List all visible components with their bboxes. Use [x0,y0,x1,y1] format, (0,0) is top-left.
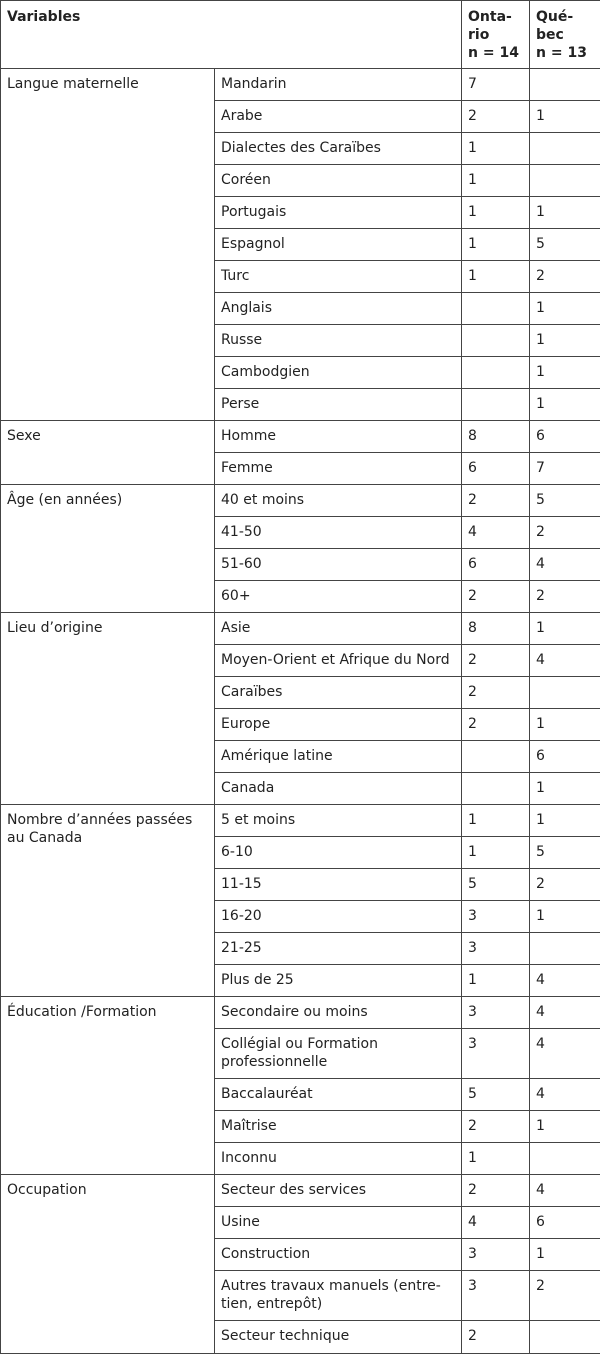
category-label: Usine [215,1207,462,1239]
header-quebec-n: n = 13 [536,45,587,61]
quebec-count: 4 [530,1079,600,1111]
quebec-count: 5 [530,229,600,261]
table-row [1,997,600,1029]
ontario-count [462,293,530,325]
ontario-count: 3 [462,1029,530,1079]
group-label: Âge (en années) [1,485,215,613]
quebec-count: 1 [530,805,600,837]
category-label: Femme [215,453,462,485]
header-ontario-line1: Onta- [468,9,512,25]
ontario-count: 5 [462,869,530,901]
quebec-count: 4 [530,645,600,677]
ontario-count: 1 [462,1143,530,1175]
table-row [1,1175,600,1207]
ontario-count: 3 [462,901,530,933]
category-label: 6-10 [215,837,462,869]
group-label: Nombre d’années passées au Canada [1,805,215,997]
table-row [1,613,600,645]
category-label: 40 et moins [215,485,462,517]
ontario-count: 1 [462,165,530,197]
header-quebec [530,1,600,69]
quebec-count: 1 [530,293,600,325]
quebec-count: 1 [530,709,600,741]
category-label: Moyen-Orient et Afrique du Nord [215,645,462,677]
quebec-count: 5 [530,485,600,517]
category-label: Perse [215,389,462,421]
quebec-count: 5 [530,837,600,869]
category-label: Portugais [215,197,462,229]
category-label: Espagnol [215,229,462,261]
quebec-count: 4 [530,1029,600,1079]
category-label: Arabe [215,101,462,133]
quebec-count: 2 [530,581,600,613]
category-label: Homme [215,421,462,453]
category-label: Construction [215,1239,462,1271]
quebec-count [530,677,600,709]
quebec-count: 1 [530,613,600,645]
header-quebec-line2: bec [536,27,564,43]
ontario-count: 2 [462,709,530,741]
category-label: Canada [215,773,462,805]
quebec-count: 6 [530,421,600,453]
group-label: Langue maternelle [1,69,215,421]
category-label: Cambodgien [215,357,462,389]
quebec-count: 1 [530,389,600,421]
quebec-count: 4 [530,965,600,997]
header-quebec-line1: Qué- [536,9,573,25]
category-label: Inconnu [215,1143,462,1175]
ontario-count: 5 [462,1079,530,1111]
ontario-count: 2 [462,645,530,677]
ontario-count: 8 [462,613,530,645]
ontario-count: 8 [462,421,530,453]
quebec-count: 1 [530,773,600,805]
ontario-count: 1 [462,965,530,997]
table-header-row [1,1,600,69]
ontario-count: 6 [462,453,530,485]
ontario-count: 2 [462,1321,530,1354]
table-row [1,421,600,453]
quebec-count: 7 [530,453,600,485]
table-row [1,805,600,837]
category-label: 60+ [215,581,462,613]
category-label: Maîtrise [215,1111,462,1143]
category-label: 51-60 [215,549,462,581]
table-row [1,69,600,101]
ontario-count: 2 [462,1175,530,1207]
ontario-count: 6 [462,549,530,581]
category-label: 5 et moins [215,805,462,837]
ontario-count: 4 [462,517,530,549]
ontario-count: 3 [462,997,530,1029]
quebec-count: 4 [530,1175,600,1207]
quebec-count [530,933,600,965]
quebec-count [530,1143,600,1175]
header-variables [1,1,462,69]
ontario-count: 3 [462,933,530,965]
quebec-count: 6 [530,741,600,773]
quebec-count: 1 [530,197,600,229]
quebec-count [530,1321,600,1354]
ontario-count [462,741,530,773]
quebec-count: 1 [530,357,600,389]
category-label: Mandarin [215,69,462,101]
quebec-count: 6 [530,1207,600,1239]
category-label: Europe [215,709,462,741]
quebec-count: 1 [530,901,600,933]
ontario-count [462,773,530,805]
ontario-count: 1 [462,837,530,869]
category-label: Amérique latine [215,741,462,773]
category-label: Baccalauréat [215,1079,462,1111]
ontario-count: 1 [462,261,530,293]
ontario-count: 2 [462,485,530,517]
quebec-count: 1 [530,325,600,357]
group-label: Éducation /Formation [1,997,215,1175]
category-label: Collégial ou Formation professionnelle [215,1029,462,1079]
ontario-count: 2 [462,1111,530,1143]
category-label: Secteur technique [215,1321,462,1354]
category-label: Plus de 25 [215,965,462,997]
header-variables-label: Variables [7,9,80,25]
ontario-count: 3 [462,1271,530,1321]
category-label: Caraïbes [215,677,462,709]
table-row [1,485,600,517]
ontario-count [462,389,530,421]
ontario-count: 1 [462,197,530,229]
quebec-count: 2 [530,261,600,293]
quebec-count: 2 [530,517,600,549]
ontario-count: 2 [462,677,530,709]
quebec-count: 1 [530,101,600,133]
header-ontario-line2: rio [468,27,489,43]
quebec-count: 1 [530,1239,600,1271]
quebec-count [530,133,600,165]
ontario-count: 2 [462,581,530,613]
ontario-count: 3 [462,1239,530,1271]
quebec-count: 4 [530,997,600,1029]
category-label: Autres travaux manuels (entre-tien, entrepôt) [215,1271,462,1321]
category-label: Dialectes des Caraïbes [215,133,462,165]
quebec-count: 1 [530,1111,600,1143]
group-label: Occupation [1,1175,215,1354]
group-label: Sexe [1,421,215,485]
ontario-count [462,325,530,357]
category-label: Turc [215,261,462,293]
ontario-count: 1 [462,133,530,165]
ontario-count: 4 [462,1207,530,1239]
category-label: Secondaire ou moins [215,997,462,1029]
category-label: Anglais [215,293,462,325]
quebec-count: 2 [530,1271,600,1321]
quebec-count: 2 [530,869,600,901]
category-label: Coréen [215,165,462,197]
header-ontario [462,1,530,69]
ontario-count: 7 [462,69,530,101]
table-body [1,69,600,1354]
quebec-count [530,165,600,197]
category-label: 16-20 [215,901,462,933]
category-label: 41-50 [215,517,462,549]
quebec-count [530,69,600,101]
category-label: Asie [215,613,462,645]
header-ontario-n: n = 14 [468,45,519,61]
group-label: Lieu d’origine [1,613,215,805]
ontario-count [462,357,530,389]
category-label: 21-25 [215,933,462,965]
category-label: Secteur des services [215,1175,462,1207]
quebec-count: 4 [530,549,600,581]
category-label: 11-15 [215,869,462,901]
category-label: Russe [215,325,462,357]
ontario-count: 1 [462,805,530,837]
ontario-count: 2 [462,101,530,133]
ontario-count: 1 [462,229,530,261]
